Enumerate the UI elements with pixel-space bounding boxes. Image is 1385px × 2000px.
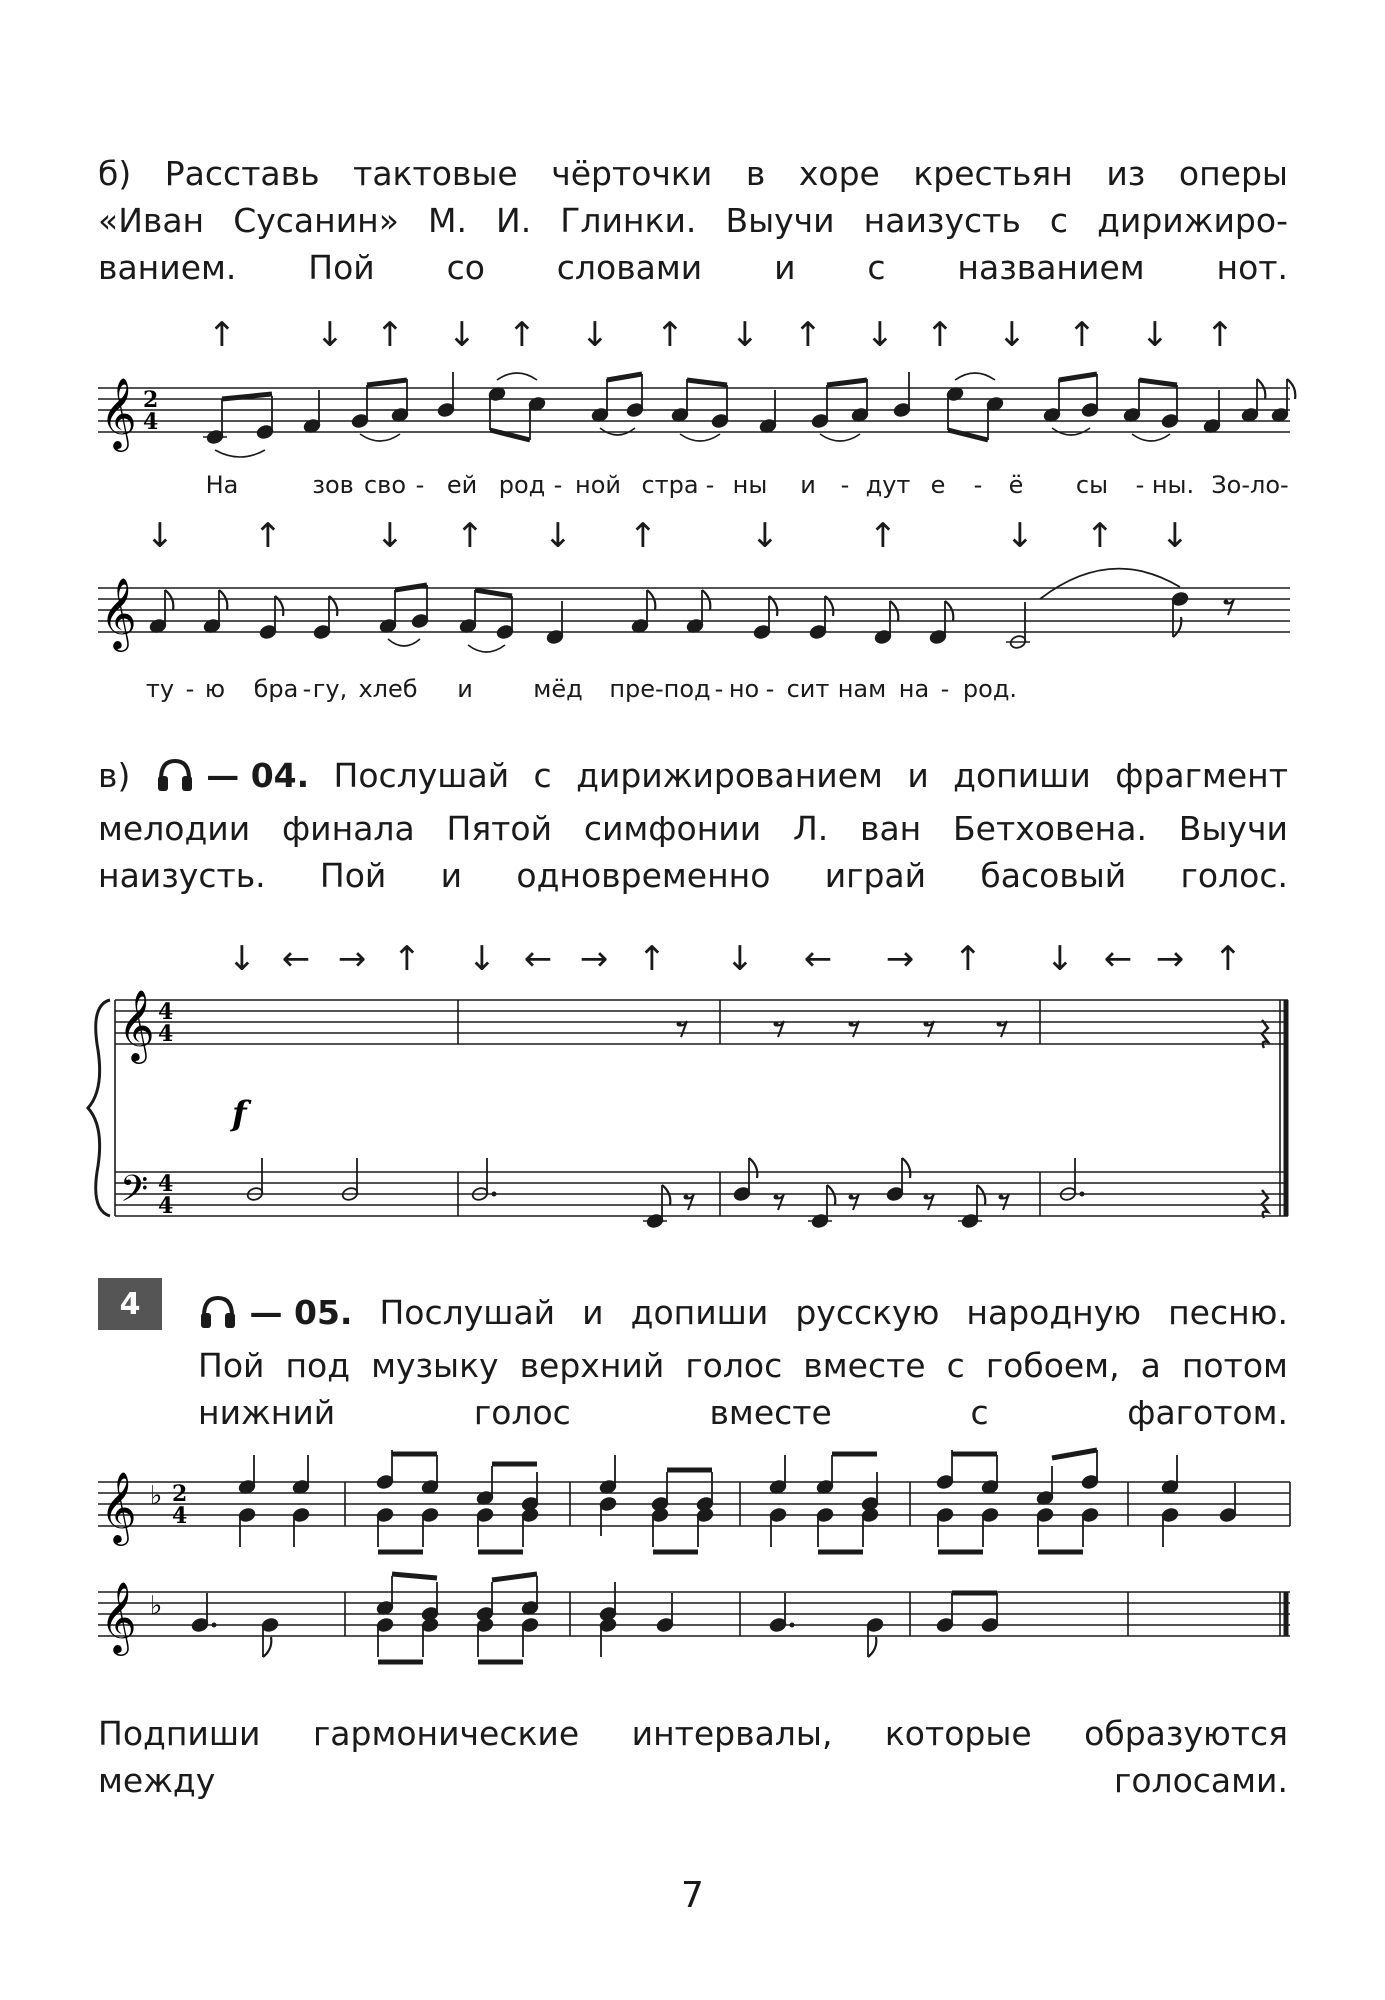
score-b-row1 — [0, 310, 1385, 510]
section-v-word: Бетховена. — [953, 809, 1147, 848]
bass-clef-icon — [120, 1168, 148, 1219]
conduct-arrow: → — [1155, 939, 1185, 979]
treble-clef-icon — [100, 376, 137, 452]
section-b-word: хоре — [798, 154, 880, 193]
section-v-line3: наизусть. Пой и одновременно играй басовый голос. — [98, 856, 1288, 895]
lyric-syllable: гу, — [312, 675, 348, 703]
time-signature — [158, 999, 173, 1219]
treble-clef-icon — [100, 1470, 137, 1546]
slur — [215, 450, 265, 457]
conduct-arrow: ↑ — [637, 939, 667, 979]
conduct-arrow: ↓ — [1045, 939, 1075, 979]
section-b-word: с — [1049, 201, 1069, 240]
task4-line2 — [198, 1342, 1288, 1389]
conduct-arrow: ↓ — [315, 315, 345, 355]
conduct-arrow: ↑ — [375, 315, 405, 355]
section-v-word: симфонии — [583, 809, 762, 848]
note-flag — [749, 1158, 757, 1178]
lyric-syllable: род. — [962, 675, 1018, 703]
score-4-row1 — [0, 1440, 1385, 1560]
task4-word: Пой — [198, 1346, 265, 1385]
footer-word: которые — [884, 1714, 1032, 1753]
time-signature — [143, 387, 158, 435]
lyric-syllable: ё — [1008, 471, 1024, 499]
conduct-arrow: ← — [281, 939, 311, 979]
svg-text:♭: ♭ — [150, 1481, 163, 1511]
footer-word: Подпиши — [98, 1714, 261, 1753]
lyric-syllable: - — [973, 471, 983, 499]
conduct-arrow: ↑ — [925, 315, 955, 355]
conduct-arrow: ↓ — [750, 516, 780, 556]
section-v-word: Послушай — [333, 756, 510, 795]
footer-line1 — [98, 1710, 1288, 1757]
footer-word: образуются — [1084, 1714, 1288, 1753]
section-v-word: мелодии — [98, 809, 251, 848]
lyric-syllable: - — [940, 675, 950, 703]
eighth-rest-dot — [997, 1022, 1002, 1027]
conduct-arrow: ← — [523, 939, 553, 979]
conduct-arrow: ↓ — [1005, 516, 1035, 556]
slur — [468, 645, 505, 652]
task4-word: потом — [1181, 1346, 1288, 1385]
slur — [497, 373, 537, 380]
note-flag — [945, 601, 953, 621]
eighth-rest-dot — [774, 1022, 779, 1027]
lyric-syllable: - — [302, 675, 312, 703]
note-flag — [702, 590, 710, 610]
conduct-arrow: ↓ — [580, 315, 610, 355]
eighth-rest-dot — [849, 1022, 854, 1027]
track-label-04: — 04. — [155, 752, 309, 805]
section-v-word: и — [907, 756, 929, 795]
lyric-syllable: ю — [204, 675, 226, 703]
svg-text:𝄞: 𝄞 — [100, 1580, 137, 1653]
conduct-arrow: ↑ — [628, 516, 658, 556]
lyric-syllable: е — [930, 471, 946, 499]
beam — [687, 380, 727, 385]
eighth-rest-dot — [924, 1195, 929, 1200]
task4-line3: нижний голос вместе с фаготом. — [198, 1393, 1288, 1432]
conduct-arrow: ↑ — [1205, 315, 1235, 355]
section-v-word: фрагмент — [1115, 756, 1288, 795]
note-flag — [647, 590, 655, 610]
slur — [360, 434, 400, 441]
conduct-arrow: ↑ — [392, 939, 422, 979]
section-v-prefix: в) — [98, 756, 131, 795]
section-v-word: ван — [860, 809, 922, 848]
conduct-arrow: ← — [1103, 939, 1133, 979]
task4-word: а — [1140, 1346, 1161, 1385]
note-flag — [165, 590, 173, 610]
svg-text:𝄢: 𝄢 — [120, 1168, 149, 1219]
task4-text — [198, 1289, 1288, 1436]
conduct-arrow: ↓ — [375, 516, 405, 556]
lyric-syllable: сво — [363, 471, 407, 499]
slur — [388, 639, 420, 646]
section-v-word: Выучи — [1178, 809, 1288, 848]
conduct-arrow: ↓ — [1140, 315, 1170, 355]
track-label-05: — 05. — [198, 1289, 352, 1342]
conduct-arrow: ↓ — [997, 315, 1027, 355]
slur — [820, 434, 860, 441]
beam — [395, 585, 427, 590]
conduct-arrow: ↑ — [507, 315, 537, 355]
lyric-syllable: род — [498, 471, 546, 499]
eighth-rest-dot — [677, 1022, 682, 1027]
section-b-word: б) — [98, 154, 132, 193]
section-b-word: в — [745, 154, 766, 193]
eighth-rest-dot — [684, 1195, 689, 1200]
beam — [367, 380, 407, 385]
lyric-syllable: На — [205, 471, 239, 499]
section-b-line2 — [98, 197, 1288, 244]
beam — [392, 1574, 437, 1578]
score-v-piano — [0, 940, 1385, 1250]
task4-word: гобоем, — [985, 1346, 1120, 1385]
arrows-row-b1 — [208, 315, 1235, 355]
lyric-syllable: ны — [732, 471, 768, 499]
conduct-arrow: ↓ — [145, 516, 175, 556]
beam — [492, 1574, 537, 1580]
lyric-syllable: - — [765, 675, 775, 703]
section-b-text — [98, 150, 1288, 291]
task-number-badge: 4 — [98, 1278, 162, 1330]
treble-staff-lines — [115, 1000, 1288, 1044]
conduct-arrow: ↑ — [953, 939, 983, 979]
beam — [1059, 374, 1097, 380]
conduct-arrow: ↑ — [1213, 939, 1243, 979]
lyric-syllable: - — [840, 471, 850, 499]
conduct-arrow: ↑ — [868, 516, 898, 556]
note-flag — [1257, 379, 1265, 399]
section-v-line2 — [98, 805, 1288, 852]
eighth-rest-dot — [999, 1195, 1004, 1200]
task4-word: верхний — [519, 1346, 665, 1385]
section-v-word: Л. — [792, 809, 829, 848]
treble-clef-icon — [118, 988, 155, 1064]
task4-word: песню. — [1168, 1293, 1288, 1332]
svg-text:𝄞: 𝄞 — [118, 988, 155, 1061]
staff-lines — [98, 388, 1290, 432]
conduct-arrow: ↓ — [725, 939, 755, 979]
footer-word: интервалы, — [631, 1714, 833, 1753]
task4-word: и — [582, 1293, 604, 1332]
task4-word: музыку — [371, 1346, 499, 1385]
system-brace — [88, 1000, 110, 1216]
section-b-word: Сусанин» — [233, 201, 399, 240]
note-dot — [1080, 1192, 1085, 1197]
lyric-syllable: и — [457, 675, 473, 703]
conduct-arrow: ↓ — [865, 315, 895, 355]
lyrics-row-b2 — [146, 675, 1017, 703]
note-flag — [662, 1185, 670, 1205]
task4-word: Послушай — [379, 1293, 556, 1332]
note-flag — [868, 1637, 876, 1657]
lyric-syllable: зов — [312, 471, 354, 499]
lyric-syllable: ту — [145, 675, 175, 703]
lyric-syllable: нам — [837, 675, 887, 703]
note-dot — [790, 1623, 795, 1628]
slur — [955, 373, 995, 380]
arrows-row-v — [228, 939, 1243, 979]
note-flag — [1173, 617, 1181, 637]
task4-word: с — [946, 1346, 965, 1385]
conduct-arrow: → — [885, 939, 915, 979]
note-dot — [492, 1192, 497, 1197]
treble-clef-icon — [100, 1580, 137, 1656]
svg-text:4: 4 — [158, 999, 174, 1025]
footer-line2: между голосами. — [98, 1761, 1288, 1800]
lyric-syllable: бра — [253, 675, 299, 703]
svg-text:2: 2 — [143, 387, 159, 413]
lyric-syllable: дут — [865, 471, 911, 499]
flat-sign-icon — [150, 1591, 162, 1621]
conduct-arrow: ↑ — [455, 516, 485, 556]
flat-sign-icon — [150, 1481, 162, 1511]
lyrics-row-b1 — [206, 471, 1289, 499]
eighth-rest-dot — [849, 1195, 854, 1200]
section-v-word: дирижированием — [576, 756, 883, 795]
svg-text:4: 4 — [158, 1021, 174, 1047]
section-b-word: наизусть — [863, 201, 1021, 240]
lyric-syllable: ны. — [1151, 471, 1195, 499]
eighth-rest-dot — [924, 1022, 929, 1027]
lyric-syllable: но — [728, 675, 760, 703]
footer-word: гармонические — [312, 1714, 580, 1753]
lyric-syllable: - — [185, 675, 195, 703]
treble-clef-icon — [100, 576, 137, 652]
section-b-line3: ванием. Пой со словами и с названием нот. — [98, 248, 1288, 287]
svg-text:𝄞: 𝄞 — [100, 576, 137, 649]
section-v-text — [98, 752, 1288, 899]
conduct-arrow: ↓ — [467, 939, 497, 979]
note-flag — [827, 1185, 835, 1205]
conduct-arrow: ↑ — [1085, 516, 1115, 556]
headphones-icon — [155, 757, 195, 805]
section-b-word: оперы — [1178, 154, 1288, 193]
lyric-syllable: - — [714, 675, 724, 703]
conduct-arrow: ↑ — [253, 516, 283, 556]
section-b-word: дирижиро- — [1097, 201, 1288, 240]
headphones-icon — [198, 1294, 238, 1342]
svg-text:4: 4 — [158, 1171, 174, 1197]
slur — [680, 434, 720, 441]
notes-v — [246, 1020, 1268, 1229]
lyric-syllable: сит — [786, 675, 830, 703]
task4-word: русскую — [795, 1293, 940, 1332]
lyric-syllable: сы — [1075, 471, 1109, 499]
conduct-arrow: ↑ — [1067, 315, 1097, 355]
time-signature — [172, 1481, 187, 1529]
note-dot — [212, 1623, 217, 1628]
svg-text:♭: ♭ — [150, 1591, 163, 1621]
lyric-syllable: мёд — [533, 675, 583, 703]
lyric-syllable: и — [800, 471, 816, 499]
footer-text — [98, 1710, 1288, 1804]
notes-4b — [191, 1574, 1286, 1662]
task4-word: голос — [685, 1346, 783, 1385]
lyric-syllable: - — [705, 471, 715, 499]
section-b-word: «Иван — [98, 201, 205, 240]
note-flag — [890, 601, 898, 621]
section-b-word: Глинки. — [560, 201, 697, 240]
dynamic-mark: f — [232, 1094, 247, 1134]
svg-text:𝄞: 𝄞 — [100, 376, 137, 449]
svg-text:4: 4 — [172, 1503, 188, 1529]
lyric-syllable: - — [415, 471, 425, 499]
task4-word: под — [285, 1346, 351, 1385]
section-v-word: финала — [281, 809, 415, 848]
section-v-line1 — [98, 752, 1288, 805]
lyric-syllable: Зо-ло- — [1211, 471, 1289, 499]
notes-4a — [238, 1450, 1290, 1552]
conduct-arrow: ↓ — [543, 516, 573, 556]
lyric-syllable: ей — [446, 471, 478, 499]
section-b-word: Расставь — [164, 154, 320, 193]
svg-text:2: 2 — [172, 1481, 188, 1507]
lyric-syllable: пре-под — [609, 675, 711, 703]
conduct-arrow: ↑ — [793, 315, 823, 355]
bass-staff-lines — [115, 1172, 1288, 1216]
task4-line1 — [198, 1289, 1288, 1342]
task4-word: вместе — [803, 1346, 926, 1385]
note-flag — [977, 1185, 985, 1205]
score-b-row2 — [0, 515, 1385, 715]
page-number: 7 — [681, 1875, 704, 1916]
section-v-word: Пятой — [446, 809, 553, 848]
section-b-word: тактовые — [353, 154, 518, 193]
score-4-row2 — [0, 1556, 1385, 1676]
beam — [1052, 1450, 1097, 1458]
conduct-arrow: ↓ — [447, 315, 477, 355]
section-b-word: Выучи — [725, 201, 835, 240]
section-b-word: из — [1106, 154, 1146, 193]
note-flag — [1287, 379, 1295, 399]
conduct-arrow: ↓ — [730, 315, 760, 355]
task4-word: допиши — [630, 1293, 769, 1332]
lyric-syllable: хлеб — [358, 675, 418, 703]
slur — [1132, 434, 1170, 441]
svg-text:4: 4 — [143, 409, 159, 435]
note-flag — [219, 590, 227, 610]
section-v-word: допиши — [953, 756, 1091, 795]
beam — [607, 374, 642, 380]
lyric-syllable: на — [898, 675, 930, 703]
tie — [1040, 569, 1180, 599]
svg-text:𝄞: 𝄞 — [100, 1470, 137, 1543]
beam — [827, 380, 867, 385]
conduct-arrow: → — [579, 939, 609, 979]
conduct-arrow: ↓ — [1160, 516, 1190, 556]
notes-b1 — [203, 372, 1295, 457]
conduct-arrow: ← — [803, 939, 833, 979]
beam — [475, 590, 512, 596]
note-flag — [263, 1637, 271, 1657]
lyric-syllable: - — [1135, 471, 1145, 499]
section-v-word: с — [533, 756, 552, 795]
conduct-arrow: → — [337, 939, 367, 979]
note-flag — [902, 1158, 910, 1178]
lyric-syllable: стра — [641, 471, 699, 499]
task4-word: народную — [966, 1293, 1142, 1332]
eighth-rest-dot — [774, 1195, 779, 1200]
section-b-word: М. — [427, 201, 467, 240]
arrows-row-b2 — [146, 516, 1190, 556]
conduct-arrow: ↑ — [655, 315, 685, 355]
lyric-syllable: ной — [575, 471, 621, 499]
section-b-word: И. — [496, 201, 532, 240]
lyric-syllable: - — [553, 471, 563, 499]
conduct-arrow: ↓ — [227, 939, 257, 979]
section-b-word: чёрточки — [551, 154, 713, 193]
section-b-word: крестьян — [913, 154, 1073, 193]
section-b-line1 — [98, 150, 1288, 197]
beam — [1139, 380, 1177, 385]
conduct-arrow: ↑ — [207, 315, 237, 355]
svg-text:4: 4 — [158, 1193, 174, 1219]
eighth-rest-dot — [1224, 600, 1229, 605]
